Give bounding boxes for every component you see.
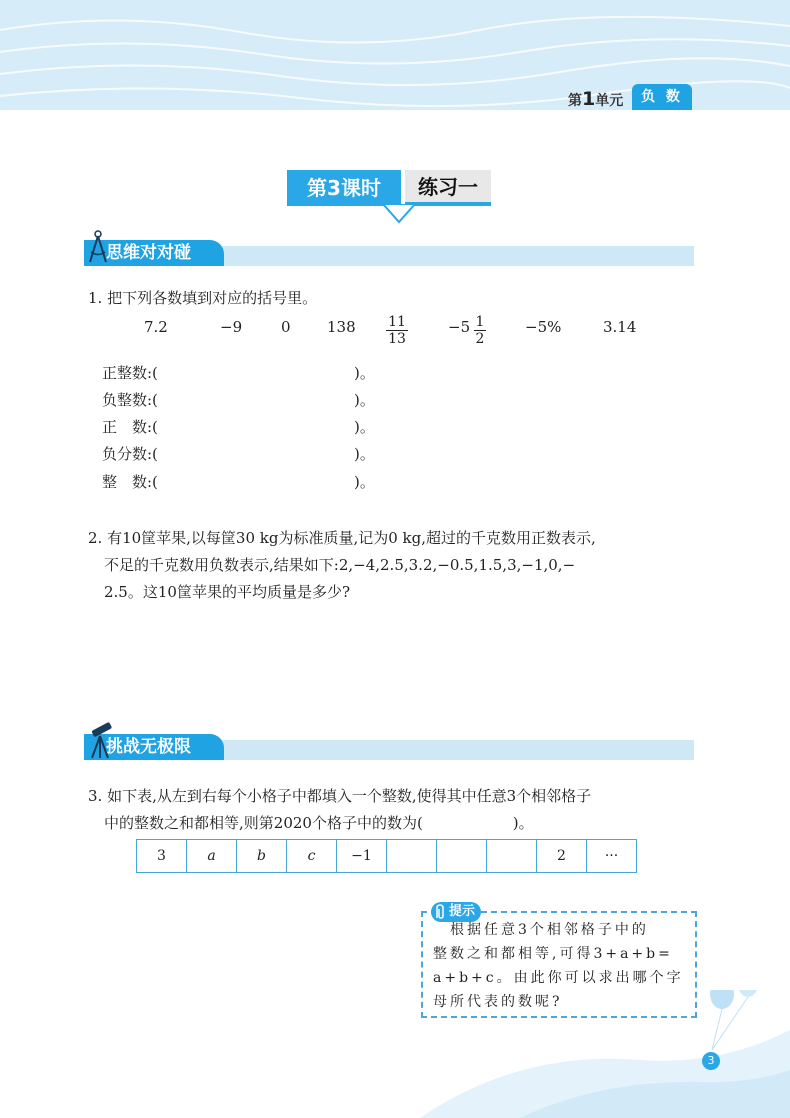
number-item: −5% [525,318,562,336]
number-item: 138 [327,318,356,336]
category-negative-fraction: 负分数:( )。 [102,445,375,463]
compass-icon [86,226,110,264]
grid-cell: −1 [337,840,387,873]
grid-cell [387,840,437,873]
grid-cell: a [187,840,237,873]
question-3: 3. 如下表,从左到右每个小格子中都填入一个整数,使得其中任意3个相邻格子 中的整数之和都相等,则第2020个格子中的数为( )。 [88,787,592,832]
mixed-number-whole: −5 [448,318,471,336]
number-item: 3.14 [603,318,637,336]
grid-cell [487,840,537,873]
grid-cell: 2 [537,840,587,873]
bottom-decoration [0,990,790,1118]
hint-title: 提示 [431,902,481,922]
grid-cell: b [237,840,287,873]
number-item: 7.2 [144,318,168,336]
grid-cell: 3 [137,840,187,873]
number-grid [136,839,637,873]
mixed-number-fraction: $\frac{1}{2}$ [475,314,485,347]
unit-label: 第1单元 [568,88,624,110]
fraction-11-13: $\frac{11}{13}$ [386,314,408,347]
balloon-icon [710,990,734,1009]
lesson-number: 第3课时 [287,170,401,206]
hint-text: 根据任意3个相邻格子中的 整数之和都相等,可得3+a+b= a+b+c。由此你可以求出哪个字 母所代表的数呢? [433,922,684,1010]
category-integer: 整 数:( )。 [102,473,375,491]
section-title-thinking: 思维对对碰 [84,240,224,266]
grid-cell [437,840,487,873]
balloon-icon [738,990,758,997]
category-negative-integer: 负整数:( )。 [102,391,375,409]
lesson-name: 练习一 [405,170,491,206]
telescope-icon [86,720,114,760]
unit-tab: 负 数 [632,84,692,110]
question-1: 1. 把下列各数填到对应的括号里。 [88,289,318,307]
category-positive-number: 正 数:( )。 [102,418,375,436]
number-item: 0 [281,318,291,336]
number-item: −9 [220,318,243,336]
section-title-challenge: 挑战无极限 [84,734,224,760]
grid-cell: ··· [587,840,637,873]
grid-cell: c [287,840,337,873]
page-number: 3 [702,1052,720,1070]
pointer-icon [381,204,417,224]
question-2: 2. 有10筐苹果,以每筐30 kg为标准质量,记为0 kg,超过的千克数用正数表示, 不足的千克数用负数表示,结果如下:2,−4,2.5,3.2,−0.5,1.5,3,−1,0,− 2.5。这10筐苹果的平均质量是多少? [88,529,596,601]
category-positive-integer: 正整数:( )。 [102,364,375,382]
